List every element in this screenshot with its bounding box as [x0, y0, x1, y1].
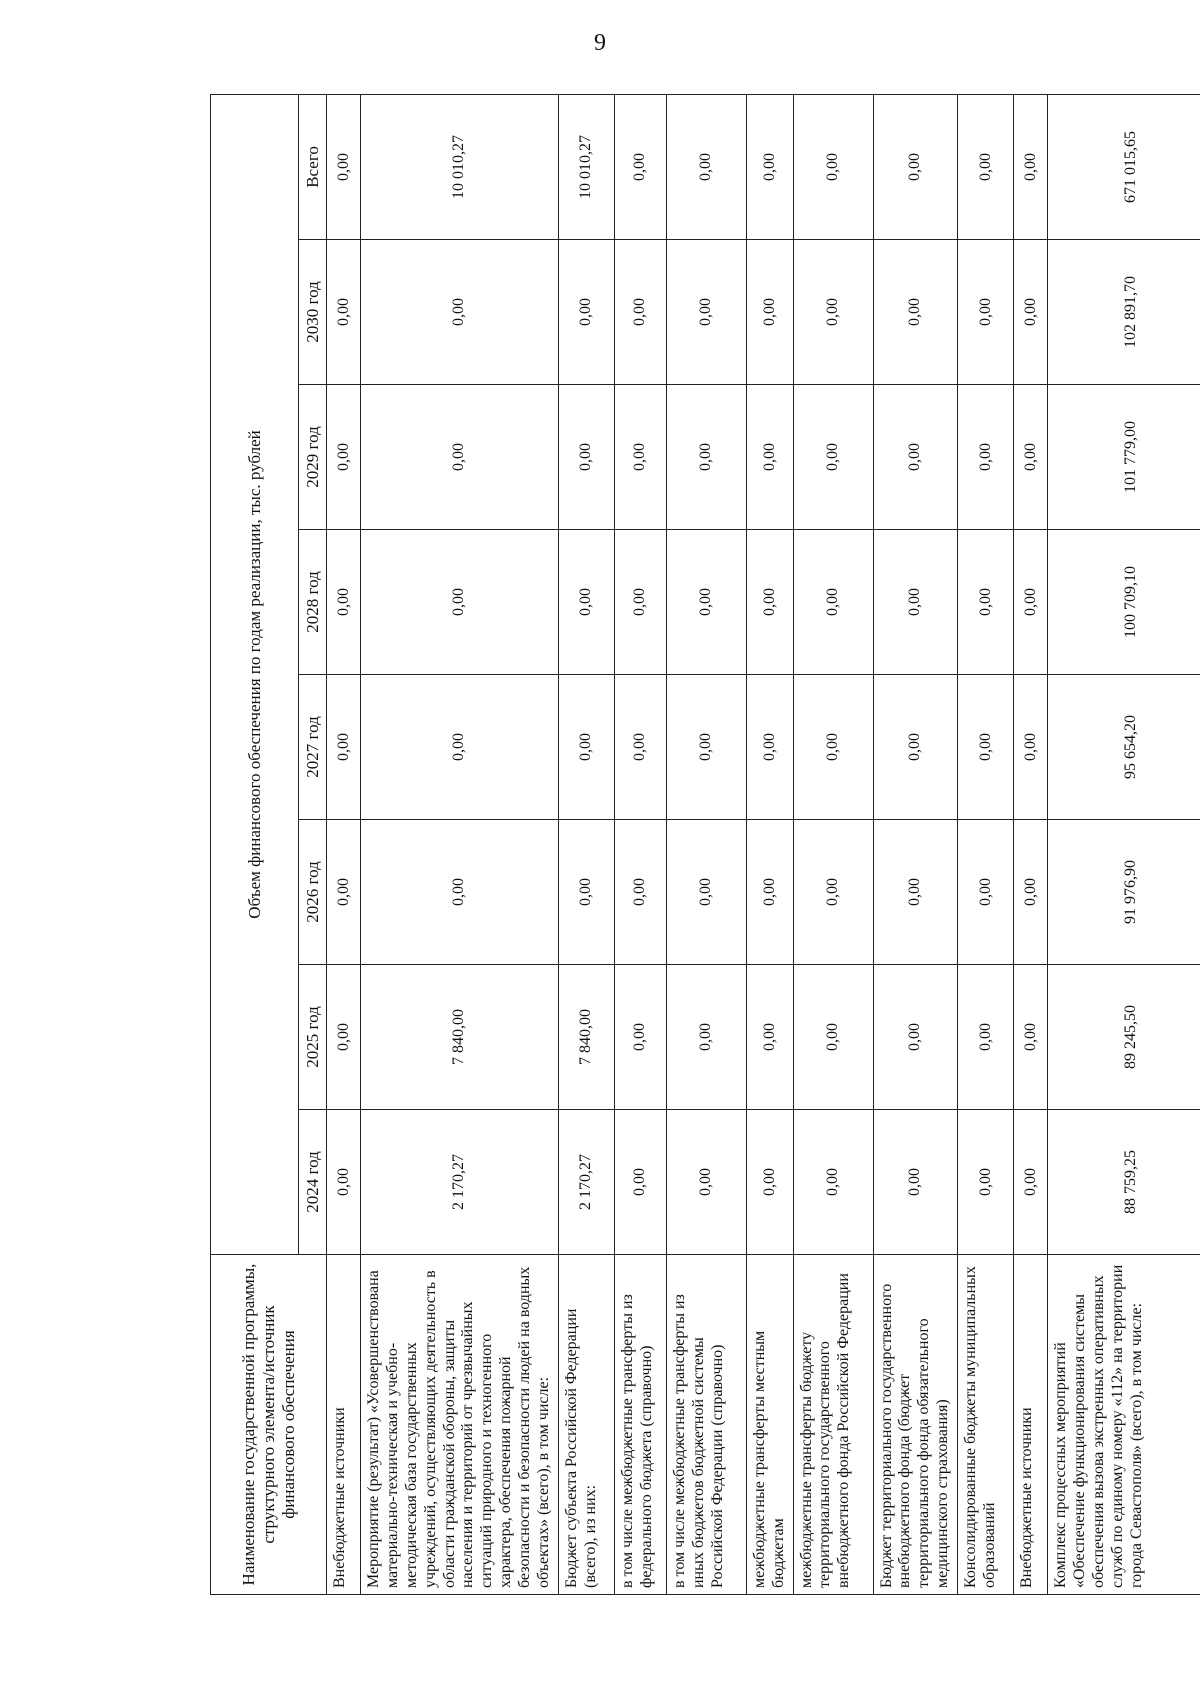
- row-name-cell: в том числе межбюджетные трансферты из федерального бюджета (справочно): [614, 1255, 666, 1595]
- total-value-cell: 10 010,27: [361, 94, 559, 239]
- total-value-cell: 0,00: [873, 94, 958, 239]
- year-value-cell: 7 840,00: [558, 965, 614, 1110]
- year-value-cell: 0,00: [361, 675, 559, 820]
- year-value-cell: 0,00: [746, 385, 793, 530]
- year-value-cell: 0,00: [746, 965, 793, 1110]
- table-row: [746, 94, 793, 1594]
- table-row: [873, 94, 958, 1594]
- header-year: 2027 год: [299, 675, 327, 820]
- year-value-cell: 0,00: [958, 385, 1014, 530]
- year-value-cell: 0,00: [958, 1110, 1014, 1255]
- year-value-cell: 0,00: [746, 240, 793, 385]
- table-row: [958, 94, 1014, 1594]
- table-row: [558, 94, 614, 1594]
- year-value-cell: 0,00: [666, 675, 746, 820]
- total-value-cell: 0,00: [327, 94, 361, 239]
- year-value-cell: 0,00: [746, 820, 793, 965]
- year-value-cell: 0,00: [666, 820, 746, 965]
- rotated-table-container: [210, 95, 1195, 1595]
- year-value-cell: 0,00: [746, 530, 793, 675]
- total-value-cell: 0,00: [958, 94, 1014, 239]
- header-name-column: Наименование государственной программы, структурного элемента/источник финансового обеспечения: [211, 1255, 327, 1595]
- year-value-cell: 0,00: [958, 530, 1014, 675]
- row-name-cell: Бюджет субъекта Российской Федерации (всего), из них:: [558, 1255, 614, 1595]
- row-name-cell: Мероприятие (результат) «Усовершенствована материально-техническая и учебно-методическая база государственных учреждений, осуществляющих деятельность в области гражданской обороны, защиты населения и территорий от чрезвычайных ситуаций природного и техногенного характера, обеспечения пожарной безопасности и безопасности людей на водных объектах» (всего), в том числе:: [361, 1255, 559, 1595]
- year-value-cell: 0,00: [793, 1110, 873, 1255]
- year-value-cell: 0,00: [327, 1110, 361, 1255]
- year-value-cell: 0,00: [558, 530, 614, 675]
- row-name-cell: Внебюджетные источники: [327, 1255, 361, 1595]
- year-value-cell: 0,00: [873, 530, 958, 675]
- header-year: 2028 год: [299, 530, 327, 675]
- year-value-cell: 0,00: [793, 820, 873, 965]
- row-name-cell: межбюджетные трансферты местным бюджетам: [746, 1255, 793, 1595]
- year-value-cell: 0,00: [361, 530, 559, 675]
- table-row: [666, 94, 746, 1594]
- year-value-cell: 0,00: [614, 965, 666, 1110]
- total-value-cell: 0,00: [666, 94, 746, 239]
- total-value-cell: 0,00: [746, 94, 793, 239]
- year-value-cell: 100 709,10: [1048, 530, 1200, 675]
- year-value-cell: 0,00: [1014, 530, 1048, 675]
- year-value-cell: 0,00: [614, 675, 666, 820]
- year-value-cell: 0,00: [614, 385, 666, 530]
- year-value-cell: 0,00: [666, 1110, 746, 1255]
- year-value-cell: 0,00: [361, 385, 559, 530]
- table-row: [1014, 94, 1048, 1594]
- header-year: 2025 год: [299, 965, 327, 1110]
- row-name-cell: в том числе межбюджетные трансферты из иных бюджетов бюджетной системы Российской Федерации (справочно): [666, 1255, 746, 1595]
- year-value-cell: 0,00: [327, 965, 361, 1110]
- year-value-cell: 0,00: [558, 385, 614, 530]
- year-value-cell: 91 976,90: [1048, 820, 1200, 965]
- year-value-cell: 89 245,50: [1048, 965, 1200, 1110]
- year-value-cell: 0,00: [793, 385, 873, 530]
- year-value-cell: 0,00: [327, 385, 361, 530]
- year-value-cell: 0,00: [327, 820, 361, 965]
- year-value-cell: 0,00: [1014, 820, 1048, 965]
- year-value-cell: 0,00: [793, 675, 873, 820]
- table-row: [1048, 94, 1200, 1594]
- year-value-cell: 0,00: [746, 1110, 793, 1255]
- row-name-cell: Бюджет территориального государственного внебюджетного фонда (бюджет территориального фонда обязательного медицинского страхования): [873, 1255, 958, 1595]
- year-value-cell: 0,00: [327, 240, 361, 385]
- header-year: 2030 год: [299, 240, 327, 385]
- total-value-cell: 0,00: [1014, 94, 1048, 239]
- year-value-cell: 0,00: [1014, 675, 1048, 820]
- year-value-cell: 0,00: [793, 530, 873, 675]
- page-number: 9: [594, 30, 606, 56]
- row-name-cell: Консолидированные бюджеты муниципальных образований: [958, 1255, 1014, 1595]
- financing-table: [210, 94, 1200, 1595]
- year-value-cell: 88 759,25: [1048, 1110, 1200, 1255]
- total-value-cell: 0,00: [793, 94, 873, 239]
- year-value-cell: 0,00: [1014, 965, 1048, 1110]
- year-value-cell: 0,00: [558, 675, 614, 820]
- year-value-cell: 0,00: [1014, 1110, 1048, 1255]
- total-value-cell: 0,00: [614, 94, 666, 239]
- row-name-cell: межбюджетные трансферты бюджету территориального государственного внебюджетного фонда Российской Федерации: [793, 1255, 873, 1595]
- year-value-cell: 0,00: [793, 240, 873, 385]
- year-value-cell: 0,00: [666, 240, 746, 385]
- year-value-cell: 0,00: [873, 240, 958, 385]
- year-value-cell: 0,00: [666, 965, 746, 1110]
- year-value-cell: 0,00: [873, 820, 958, 965]
- year-value-cell: 0,00: [958, 965, 1014, 1110]
- year-value-cell: 95 654,20: [1048, 675, 1200, 820]
- year-value-cell: 0,00: [666, 385, 746, 530]
- year-value-cell: 101 779,00: [1048, 385, 1200, 530]
- year-value-cell: 0,00: [793, 965, 873, 1110]
- year-value-cell: 0,00: [614, 240, 666, 385]
- year-value-cell: 0,00: [666, 530, 746, 675]
- year-value-cell: 0,00: [958, 240, 1014, 385]
- year-value-cell: 0,00: [361, 240, 559, 385]
- year-value-cell: 0,00: [873, 385, 958, 530]
- year-value-cell: 0,00: [558, 820, 614, 965]
- year-value-cell: 0,00: [746, 675, 793, 820]
- year-value-cell: 102 891,70: [1048, 240, 1200, 385]
- year-value-cell: 0,00: [361, 820, 559, 965]
- row-name-cell: Комплекс процессных мероприятий «Обеспечение функционирования системы обеспечения вызова экстренных оперативных служб по единому номеру «112» на территории города Севастополя» (всего), в том числе:: [1048, 1255, 1200, 1595]
- year-value-cell: 0,00: [1014, 385, 1048, 530]
- year-value-cell: 0,00: [614, 530, 666, 675]
- year-value-cell: 0,00: [327, 675, 361, 820]
- year-value-cell: 0,00: [873, 675, 958, 820]
- header-year: 2029 год: [299, 385, 327, 530]
- year-value-cell: 0,00: [958, 820, 1014, 965]
- year-value-cell: 7 840,00: [361, 965, 559, 1110]
- table-row: [327, 94, 361, 1594]
- year-value-cell: 0,00: [614, 820, 666, 965]
- total-value-cell: 10 010,27: [558, 94, 614, 239]
- year-value-cell: 0,00: [1014, 240, 1048, 385]
- header-total: Всего: [299, 94, 327, 239]
- year-value-cell: 0,00: [873, 1110, 958, 1255]
- year-value-cell: 0,00: [873, 965, 958, 1110]
- table-row: [614, 94, 666, 1594]
- table-row: [361, 94, 559, 1594]
- header-volume-group: Объем финансового обеспечения по годам реализации, тыс. рублей: [211, 94, 299, 1254]
- header-year: 2024 год: [299, 1110, 327, 1255]
- year-value-cell: 0,00: [327, 530, 361, 675]
- year-value-cell: 0,00: [958, 675, 1014, 820]
- header-year: 2026 год: [299, 820, 327, 965]
- year-value-cell: 2 170,27: [558, 1110, 614, 1255]
- total-value-cell: 671 015,65: [1048, 94, 1200, 239]
- table-row: [793, 94, 873, 1594]
- year-value-cell: 0,00: [614, 1110, 666, 1255]
- year-value-cell: 0,00: [558, 240, 614, 385]
- year-value-cell: 2 170,27: [361, 1110, 559, 1255]
- row-name-cell: Внебюджетные источники: [1014, 1255, 1048, 1595]
